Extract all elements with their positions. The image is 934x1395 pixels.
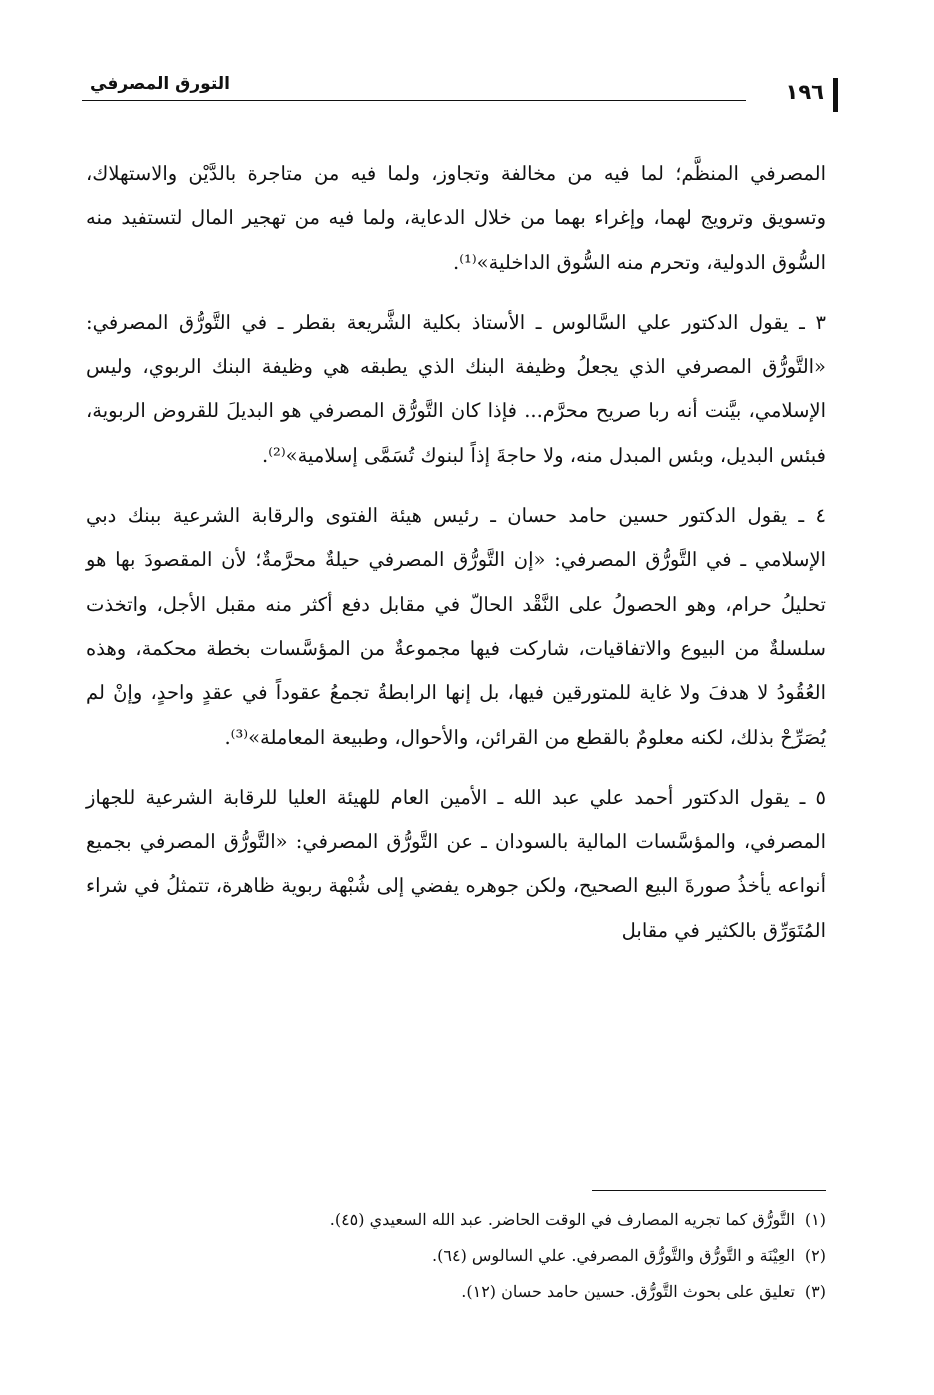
footnote-2 xyxy=(86,1238,826,1274)
footnote-1 xyxy=(86,1202,826,1238)
footnote-number: (٢) xyxy=(804,1246,826,1265)
footnote-text: العِيْنَة و التَّورُّق والتَّورُّق المصرفي. علي السالوس (٦٤). xyxy=(432,1246,795,1265)
footnote-text: تعليق على بحوث التَّورُّق. حسين حامد حسان (١٢). xyxy=(461,1282,795,1301)
running-title: التورق المصرفي xyxy=(90,74,230,94)
paragraph-5: ٥ ـ يقول الدكتور أحمد علي عبد الله ـ الأمين العام للهيئة العليا للرقابة الشرعية للجهاز المصرفي، والمؤسَّسات المالية بالسودان ـ عن التَّورُّق المصرفي: «التَّورُّق المصرفي بجميع أنواعه يأخذُ صورةَ البيع الصحيح، ولكن جوهره يفضي إلى شُبْهة ربوية ظاهرة، تتمثلُ في شراء المُتَوَرِّق بالكثير في مقابل xyxy=(86,785,826,942)
paragraph-3: ٣ ـ يقول الدكتور علي السَّالوس ـ الأستاذ بكلية الشَّريعة بقطر ـ في التَّورُّق المصرفي: «التَّورُّق المصرفي الذي يجعلُ وظيفة البنك الذي يطبقه هي وظيفة البنك الربوي، وليس الإسلامي، بيَّنت أنه ربا صريح محرَّم... فإذا كان التَّورُّق المصرفي هو البديلَ للقروض الربوية، فبئس البديل، وبئس المبدل منه، ولا حاجةَ إذاً لبنوك تُسَمَّى إسلامية»⁽²⁾. xyxy=(86,310,826,467)
paragraph-continuation: المصرفي المنظَّم؛ لما فيه من مخالفة وتجاوز، ولما فيه من متاجرة بالدَّيْن والاستهلاك، وتسويق وترويج لهما، وإغراء بهما من خلال الدعاية، ولما فيه من تهجير المال لتستفيد منه السُّوق الدولية، وتحرم منه السُّوق الداخلية»⁽¹⁾. xyxy=(86,162,826,274)
body-text xyxy=(86,152,826,953)
footnotes xyxy=(86,1202,826,1310)
header-bar xyxy=(833,78,838,112)
page-header xyxy=(60,70,838,114)
footnote-number: (١) xyxy=(804,1210,826,1229)
paragraph-4: ٤ ـ يقول الدكتور حسين حامد حسان ـ رئيس هيئة الفتوى والرقابة الشرعية ببنك دبي الإسلامي ـ في التَّورُّق المصرفي: «إن التَّورُّق المصرفي حيلةٌ محرَّمةٌ؛ لأن المقصودَ بها هو تحليلُ حرام، وهو الحصولُ على النَّقْد الحالّ في مقابل دفع أكثر منه مقبل الأجل، واتخذت سلسلةٌ من البيوع والاتفاقيات، شاركت فيها مجموعةٌ من المؤسَّسات بخطة محكمة، وهذه العُقُودُ لا هدفَ ولا غاية للمتورقين فيها، بل إنها الرابطةُ تجمعُ عقوداً في عقدٍ واحدٍ، وإنْ لم يُصَرِّحْ بذلك، لكنه معلومٌ بالقطع من القرائن، والأحوال، وطبيعة المعاملة»⁽³⁾. xyxy=(86,504,826,749)
page-number: ١٩٦ xyxy=(785,80,824,104)
footnote-text: التَّورُّق كما تجريه المصارف في الوقت الحاضر. عبد الله السعيدي (٤٥). xyxy=(329,1210,795,1229)
footnote-3 xyxy=(86,1274,826,1310)
footnote-number: (٣) xyxy=(804,1282,826,1301)
footnote-rule xyxy=(592,1190,826,1191)
header-rule xyxy=(82,100,746,101)
